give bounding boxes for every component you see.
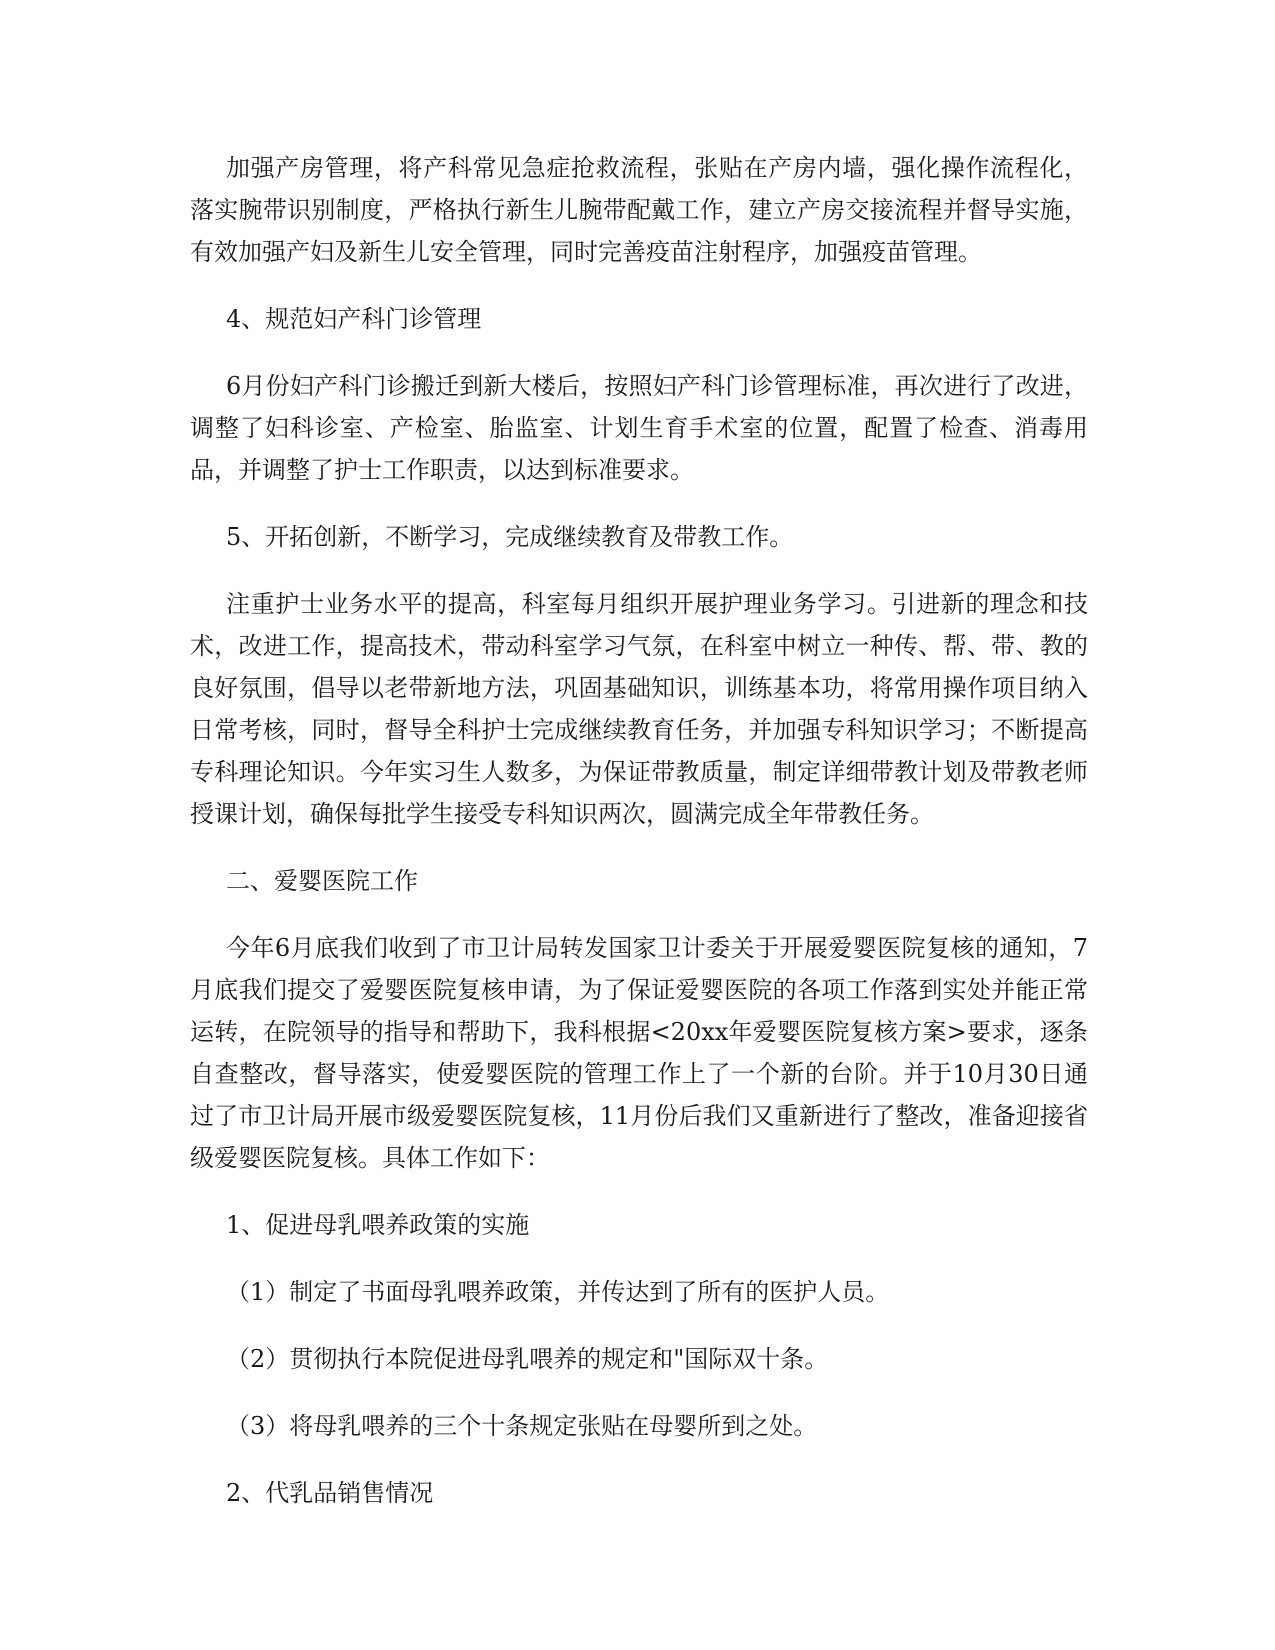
paragraph-outpatient-relocation: 6月份妇产科门诊搬迁到新大楼后，按照妇产科门诊管理标准，再次进行了改进，调整了妇科诊室、产检室、胎监室、计划生育手术室的位置，配置了检查、消毒用品，并调整了护士工作职责，以达到标准要求。: [190, 372, 1088, 484]
heading-breastfeeding-policy: 1、促进母乳喂养政策的实施: [226, 1211, 530, 1239]
heading-substitute-sales: 2、代乳品销售情况: [226, 1479, 434, 1507]
heading-innovation-learning: 5、开拓创新，不断学习，完成继续教育及带教工作。: [226, 523, 794, 551]
document-body: [190, 147, 1088, 1514]
paragraph-baby-friendly-review: 今年6月底我们收到了市卫计局转发国家卫计委关于开展爱婴医院复核的通知，7月底我们提交了爱婴医院复核申请，为了保证爱婴医院的各项工作落到实处并能正常运转，在院领导的指导和帮助下，我科根据<20xx年爱婴医院复核方案>要求，逐条自查整改，督导落实，使爱婴医院的管理工作上了一个新的台阶。并于10月30日通过了市卫计局开展市级爱婴医院复核，11月份后我们又重新进行了整改，准备迎接省级爱婴医院复核。具体工作如下：: [190, 934, 1088, 1172]
list-item-implementation: （2）贯彻执行本院促进母乳喂养的规定和"国际双十条。: [226, 1345, 829, 1373]
paragraph-delivery-room-management: 加强产房管理，将产科常见急症抢救流程，张贴在产房内墙，强化操作流程化，落实腕带识别制度，严格执行新生儿腕带配戴工作，建立产房交接流程并督导实施，有效加强产妇及新生儿安全管理，同时完善疫苗注射程序，加强疫苗管理。: [190, 154, 1088, 266]
list-item-posting-rules: （3）将母乳喂养的三个十条规定张贴在母婴所到之处。: [226, 1412, 818, 1440]
heading-baby-friendly-hospital: 二、爱婴医院工作: [226, 867, 418, 895]
paragraph-nurse-training: 注重护士业务水平的提高，科室每月组织开展护理业务学习。引进新的理念和技术，改进工作，提高技术，带动科室学习气氛，在科室中树立一种传、帮、带、教的良好氛围，倡导以老带新地方法，巩固基础知识，训练基本功，将常用操作项目纳入日常考核，同时，督导全科护士完成继续教育任务，并加强专科知识学习；不断提高专科理论知识。今年实习生人数多，为保证带教质量，制定详细带教计划及带教老师授课计划，确保每批学生接受专科知识两次，圆满完成全年带教任务。: [190, 590, 1088, 828]
heading-outpatient-management: 4、规范妇产科门诊管理: [226, 305, 482, 333]
list-item-written-policy: （1）制定了书面母乳喂养政策，并传达到了所有的医护人员。: [226, 1278, 890, 1306]
